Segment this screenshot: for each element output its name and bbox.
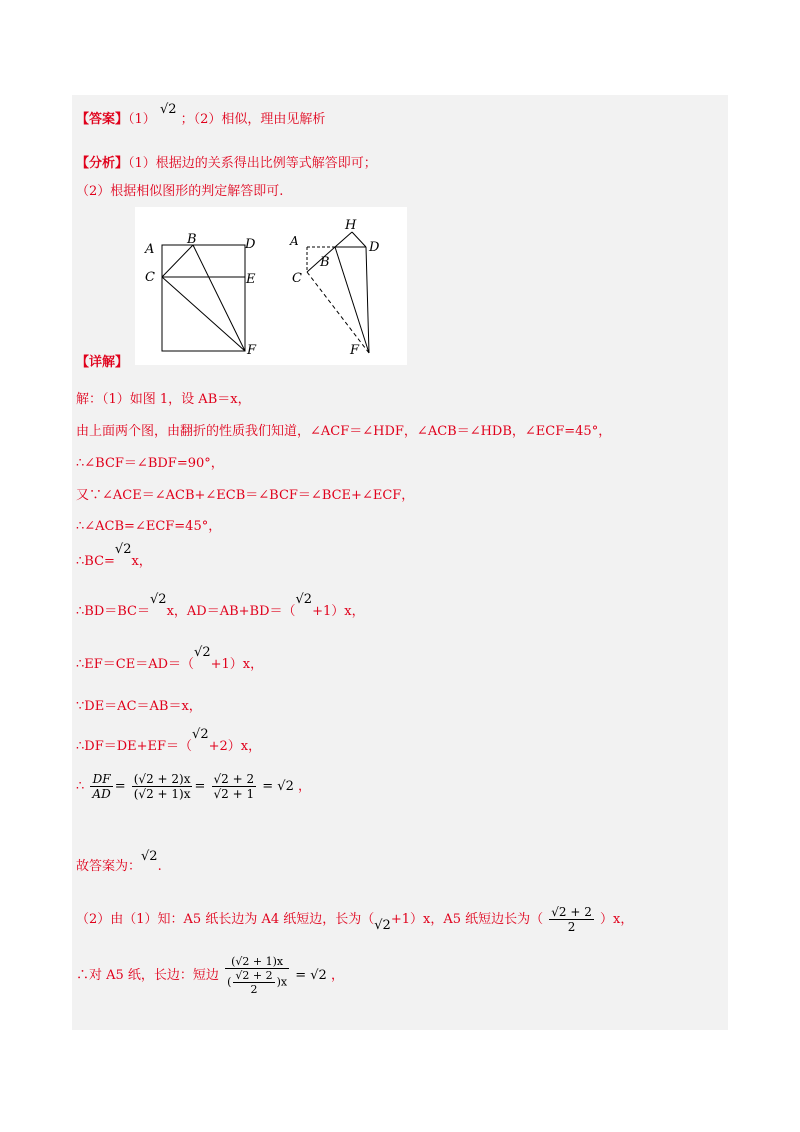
sqrt-2: √2: [295, 592, 313, 607]
detail-line-10: ∴DF＝DE+EF＝（√2+2）x，: [76, 727, 262, 754]
detail-line-5: ∴∠ACB=∠ECF=45°，: [76, 519, 222, 534]
fig2-label-A: A: [290, 234, 299, 248]
sqrt-2: √2: [114, 542, 132, 557]
fig2-label-D: D: [369, 240, 380, 255]
equals-sqrt2: = √2: [262, 779, 294, 794]
fig2-label-B: B: [320, 255, 330, 270]
equals-sqrt2: = √2: [295, 968, 327, 983]
fig1-label-D: D: [245, 237, 256, 252]
analysis-line-1: [76, 152, 377, 171]
fraction-expanded: $\frac{(√2 + 2)x}{(√2 + 1)x}$: [133, 772, 191, 801]
fig1-label-A: A: [145, 242, 155, 257]
answer-part2: ；（2）相似，理由见解析: [180, 112, 326, 127]
analysis-tag: 【分析】: [76, 156, 129, 171]
answer-part1: （1）: [128, 112, 156, 127]
detail-line-13: （2）由（1）知：A5 纸长边为 A4 纸短边，长为（√2+1）x，A5 纸短边长为（ $\frac{√2 + 2}{2}$ ）x，: [76, 905, 634, 934]
detail-line-14: ∴对 A5 纸，长边：短边 (√2 + 1)x ( $\frac{√2 + 2}{2}$ )x = √2 ，: [76, 955, 344, 996]
fig1-label-B: B: [187, 232, 197, 247]
analysis-text-1: （1）根据边的关系得出比例等式解答即可；: [128, 156, 377, 171]
detail-line-8: ∴EF＝CE＝AD＝（√2+1）x，: [76, 645, 264, 672]
fraction-simplified: $\frac{√2 + 2}{√2 + 1}$: [213, 772, 255, 801]
fig1-label-E: E: [246, 272, 256, 287]
fig2-label-C: C: [292, 271, 302, 286]
fraction-a5-short: $\frac{√2 + 2}{2}$: [551, 905, 592, 934]
sqrt-2: √2: [141, 849, 158, 864]
fig1-label-F: F: [247, 343, 257, 358]
answer-line: [76, 102, 326, 127]
fig2-label-F: F: [350, 343, 360, 358]
detail-line-7: ∴BD＝BC＝√2x，AD＝AB+BD＝（√2+1）x，: [76, 592, 365, 619]
fig2-label-H: H: [345, 218, 357, 233]
detail-line-2: 由上面两个图，由翻折的性质我们知道，∠ACF＝∠HDF，∠ACB＝∠HDB，∠ECF=45°，: [76, 424, 612, 439]
detail-tag-line: [76, 351, 128, 370]
detail-line-6: ∴BC=√2x，: [76, 542, 152, 569]
sqrt-2: √2: [150, 592, 167, 607]
detail-line-4: 又∵∠ACE＝∠ACB+∠ECB＝∠BCF＝∠BCE+∠ECF，: [76, 488, 415, 503]
detail-line-3: ∴∠BCF＝∠BDF=90°，: [76, 456, 224, 471]
geometry-figures: [135, 207, 407, 365]
fig1-label-C: C: [145, 270, 155, 285]
analysis-line-2: （2）根据相似图形的判定解答即可.: [76, 184, 284, 199]
detail-line-12: 故答案为：√2.: [76, 849, 162, 874]
sqrt-2: √2: [374, 918, 391, 933]
detail-tag: 【详解】: [76, 355, 129, 370]
detail-line-11: ∴ $\frac{DF}{AD}$ = $\frac{(√2 + 2)x}{(√2 + 1)x}$ = $\frac{√2 + 2}{√2 + 1}$ = √2 ，: [76, 772, 312, 801]
detail-line-1: 解：（1）如图 1，设 AB＝x，: [76, 392, 251, 407]
sqrt-2: √2: [192, 727, 209, 742]
sqrt-2: √2: [194, 645, 211, 660]
detail-line-9: ∵DE＝AC＝AB＝x，: [76, 699, 202, 714]
answer-tag: 【答案】: [76, 112, 129, 127]
answer-sqrt: √2: [159, 102, 177, 117]
fraction-df-ad: $\frac{DF}{AD}$: [92, 772, 111, 801]
fraction-long-short: (√2 + 1)x ( $\frac{√2 + 2}{2}$ )x: [227, 955, 288, 996]
